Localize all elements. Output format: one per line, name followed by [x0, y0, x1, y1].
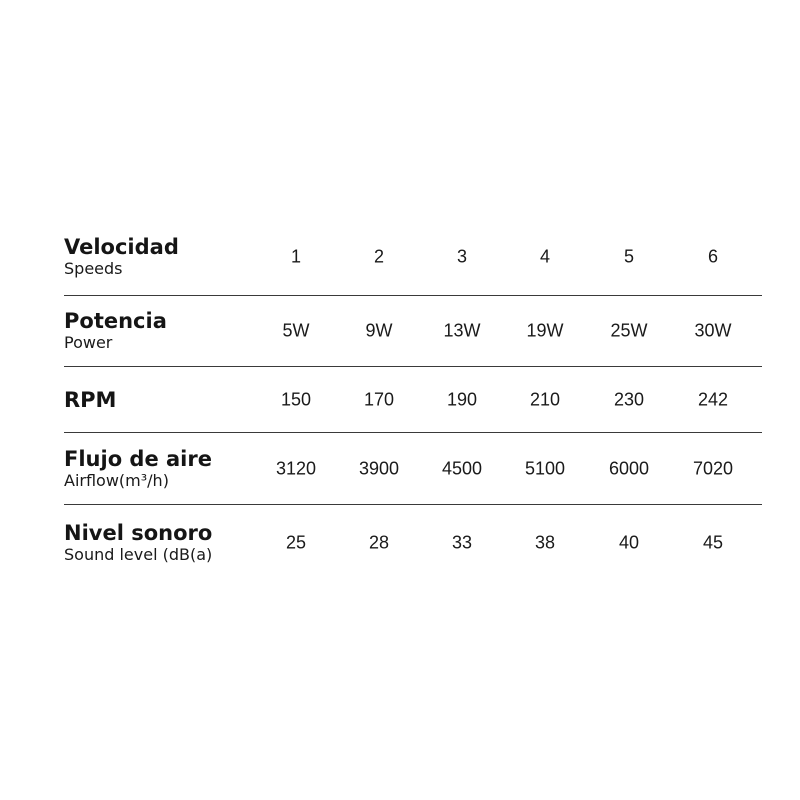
table-cell: 1 — [290, 246, 302, 266]
table-cell: 6000 — [608, 458, 650, 478]
table-cell: 3120 — [275, 458, 317, 478]
table-cell: 40 — [618, 532, 640, 552]
table-row-sound-level — [64, 504, 762, 580]
table-cell: 13W — [443, 320, 481, 341]
table-cell: 3 — [456, 246, 468, 266]
table-row-speeds — [64, 218, 762, 295]
row-label — [64, 309, 254, 353]
label-spanish: Flujo de aire — [64, 446, 212, 471]
table-cell: 5100 — [524, 458, 566, 478]
table-cell: 25 — [285, 532, 307, 552]
table-cell: 6 — [707, 246, 719, 266]
label-english: Sound level (dB(a) — [64, 544, 213, 564]
table-cell: 3900 — [358, 458, 400, 478]
table-cell: 5W — [282, 320, 310, 341]
label-english: Speeds — [64, 258, 123, 278]
label-spanish: Nivel sonoro — [64, 520, 213, 545]
row-label — [64, 447, 254, 491]
table-row-airflow — [64, 432, 762, 504]
table-cell: 9W — [365, 320, 393, 341]
label-spanish: Potencia — [64, 309, 167, 333]
table-cell: 25W — [610, 320, 648, 341]
row-label — [64, 521, 254, 565]
label-english: Power — [64, 333, 113, 352]
table-cell: 28 — [368, 532, 390, 552]
spec-table — [64, 218, 762, 580]
row-label — [64, 235, 254, 279]
table-cell: 4500 — [441, 458, 483, 478]
label-english: Airflow(m³/h) — [64, 470, 169, 490]
table-cell: 2 — [373, 246, 385, 266]
row-label — [64, 388, 254, 412]
table-cell: 210 — [529, 389, 561, 409]
table-cell: 38 — [534, 532, 556, 552]
label-spanish: Velocidad — [64, 234, 179, 259]
table-cell: 242 — [697, 389, 729, 409]
table-cell: 190 — [446, 389, 478, 409]
table-cell: 230 — [613, 389, 645, 409]
table-row-rpm — [64, 366, 762, 432]
table-cell: 7020 — [692, 458, 734, 478]
table-cell: 30W — [694, 320, 732, 341]
table-cell: 19W — [526, 320, 564, 341]
table-cell: 4 — [539, 246, 551, 266]
table-cell: 33 — [451, 532, 473, 552]
table-cell: 45 — [702, 532, 724, 552]
table-cell: 150 — [280, 389, 312, 409]
table-row-power — [64, 295, 762, 366]
table-cell: 5 — [623, 246, 635, 266]
table-cell: 170 — [363, 389, 395, 409]
label-spanish: RPM — [64, 387, 117, 412]
